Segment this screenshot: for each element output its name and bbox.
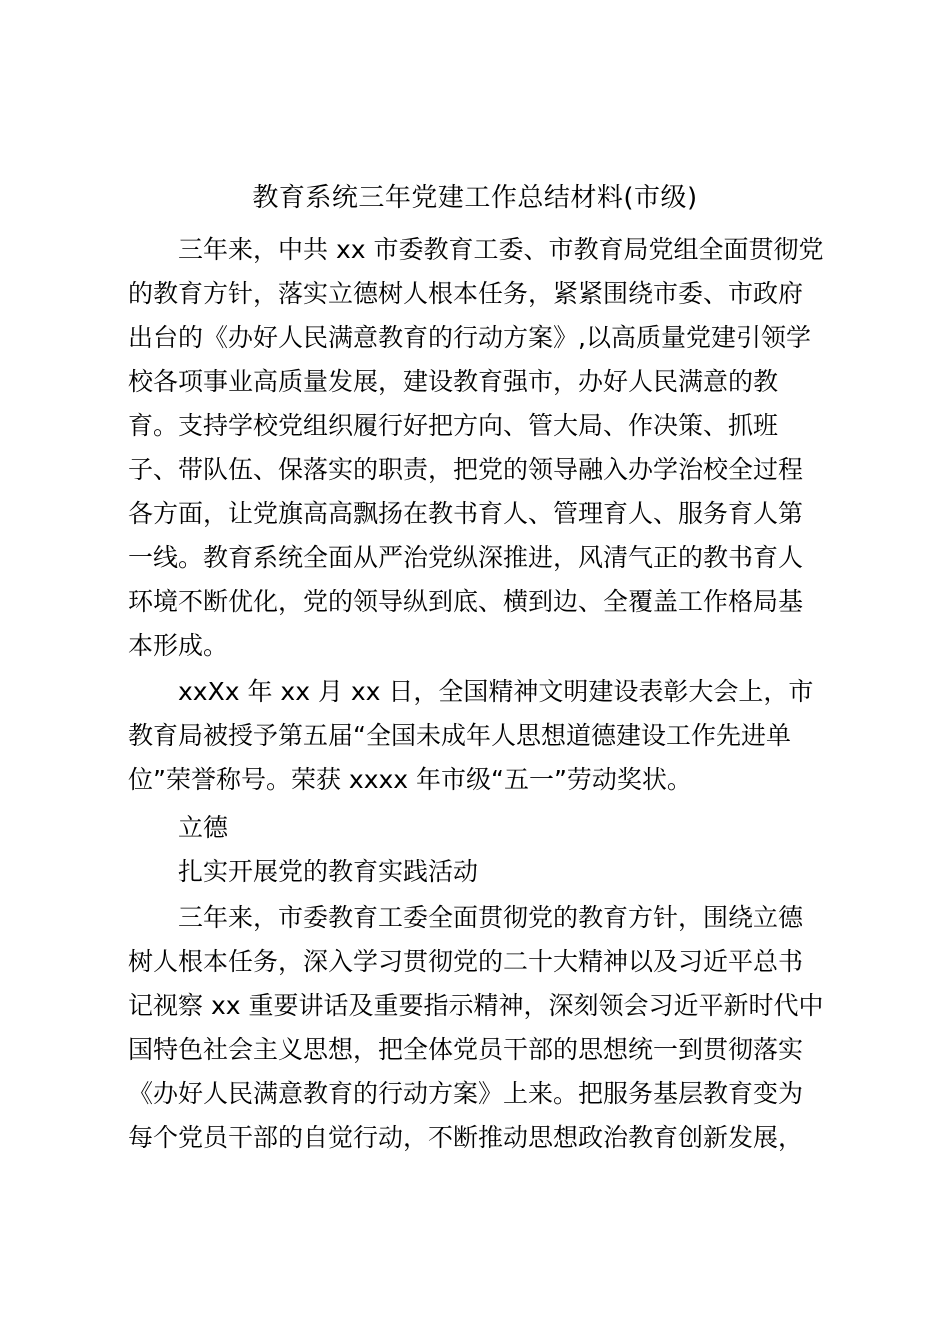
text-line: 树人根本任务，深入学习贯彻党的二十大精神以及习近平总书 (128, 947, 804, 976)
document-title: 教育系统三年党建工作总结材料(市级) (252, 183, 698, 213)
subsection-heading: 扎实开展党的教育实践活动 (178, 857, 479, 886)
text-line: 国特色社会主义思想，把全体党员干部的思想统一到贯彻落实 (128, 1035, 804, 1064)
text-line: 的教育方针，落实立德树人根本任务，紧紧围绕市委、市政府 (128, 279, 804, 308)
section-heading: 立德 (178, 813, 229, 842)
text-line: xxXx 年 xx 月 xx 日，全国精神文明建设表彰大会上，市 (178, 677, 814, 706)
text-line: 子、带队伍、保落实的职责，把党的领导融入办学治校全过程 (128, 455, 804, 484)
text-line: 每个党员干部的自觉行动，不断推动思想政治教育创新发展， (128, 1123, 804, 1152)
text-line: 一线。教育系统全面从严治党纵深推进，风清气正的教书育人 (128, 543, 804, 572)
text-line: 本形成。 (128, 631, 229, 660)
text-line: 位”荣誉称号。荣获 xxxx 年市级“五一”劳动奖状。 (128, 765, 692, 794)
text-line: 校各项事业高质量发展，建设教育强市，办好人民满意的教 (128, 367, 779, 396)
text-line: 教育局被授予第五届“全国未成年人思想道德建设工作先进单 (128, 721, 791, 750)
text-line: 记视察 xx 重要讲话及重要指示精神，深刻领会习近平新时代中 (128, 991, 824, 1020)
text-line: 《办好人民满意教育的行动方案》上来。把服务基层教育变为 (128, 1079, 804, 1108)
text-line: 三年来，市委教育工委全面贯彻党的教育方针，围绕立德 (178, 903, 804, 932)
text-line: 三年来，中共 xx 市委教育工委、市教育局党组全面贯彻党 (178, 235, 824, 264)
text-line: 各方面，让党旗高高飘扬在教书育人、管理育人、服务育人第 (128, 499, 804, 528)
text-line: 出台的《办好人民满意教育的行动方案》,以高质量党建引领学 (128, 323, 811, 352)
text-line: 环境不断优化，党的领导纵到底、横到边、全覆盖工作格局基 (128, 587, 804, 616)
text-line: 育。支持学校党组织履行好把方向、管大局、作决策、抓班 (128, 411, 779, 440)
